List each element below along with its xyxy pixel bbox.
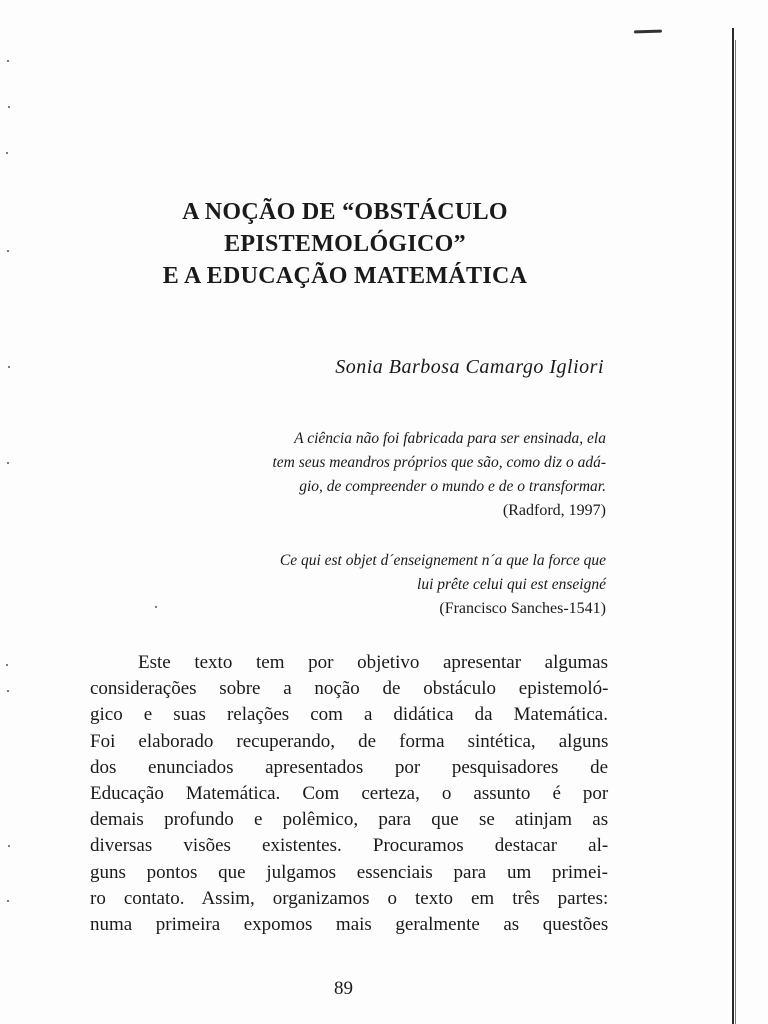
scan-speck [7, 462, 9, 464]
scan-edge-line [732, 28, 734, 1024]
author-name: Sonia Barbosa Camargo Igliori [335, 356, 604, 378]
title-line: EPISTEMOLÓGICO” [224, 231, 466, 257]
scan-speck [155, 606, 157, 608]
epigraph-radford [166, 427, 606, 523]
body-line: guns pontos que julgamos essenciais para um primei- [90, 861, 608, 883]
scan-speck [6, 664, 8, 666]
scan-edge-line-secondary [735, 40, 736, 1024]
scan-speck [7, 60, 9, 62]
body-line: dos enunciados apresentados por pesquisadores de [90, 756, 608, 778]
title-line: A NOÇÃO DE “OBSTÁCULO [182, 199, 508, 225]
article-title [130, 196, 560, 292]
body-line: gico e suas relações com a didática da Matemática. [90, 704, 608, 726]
body-line: numa primeira expomos mais geralmente as questões [90, 914, 609, 936]
scan-speck [7, 690, 9, 692]
body-line: ro contato. Assim, organizamos o texto em três partes: [90, 887, 609, 909]
body-line: diversas visões existentes. Procuramos destacar al- [90, 835, 609, 857]
epigraph-source: (Radford, 1997) [502, 502, 606, 519]
scan-speck [8, 845, 10, 847]
epigraph-line: A ciência não foi fabricada para ser ensinada, ela [294, 430, 606, 447]
scan-speck [8, 106, 10, 108]
epigraph-line: tem seus meandros próprios que são, como diz o adá- [272, 454, 606, 471]
scan-speck [8, 366, 10, 368]
body-line: Este texto tem por objetivo apresentar algumas [138, 652, 608, 673]
epigraph-line: Ce qui est objet d´enseignement n´a que la force que [279, 552, 606, 569]
body-line: demais profundo e polêmico, para que se atinjam as [90, 809, 609, 831]
epigraph-sanches [166, 549, 606, 621]
scan-mark [634, 30, 662, 34]
body-line: Foi elaborado recuperando, de forma sintética, alguns [90, 730, 609, 752]
scan-speck [6, 152, 8, 154]
body-line: considerações sobre a noção de obstáculo epistemoló- [90, 678, 609, 700]
title-line: E A EDUCAÇÃO MATEMÁTICA [162, 263, 528, 289]
body-paragraph [90, 650, 608, 938]
epigraph-line: lui prête celui qui est enseigné [417, 576, 606, 593]
epigraph-line: gio, de compreender o mundo e de o transformar. [299, 478, 606, 495]
scan-speck [7, 900, 9, 902]
body-line: Educação Matemática. Com certeza, o assunto é por [90, 783, 609, 805]
page-number: 89 [334, 978, 353, 999]
epigraph-source: (Francisco Sanches-1541) [439, 600, 606, 617]
scan-speck [7, 250, 9, 252]
